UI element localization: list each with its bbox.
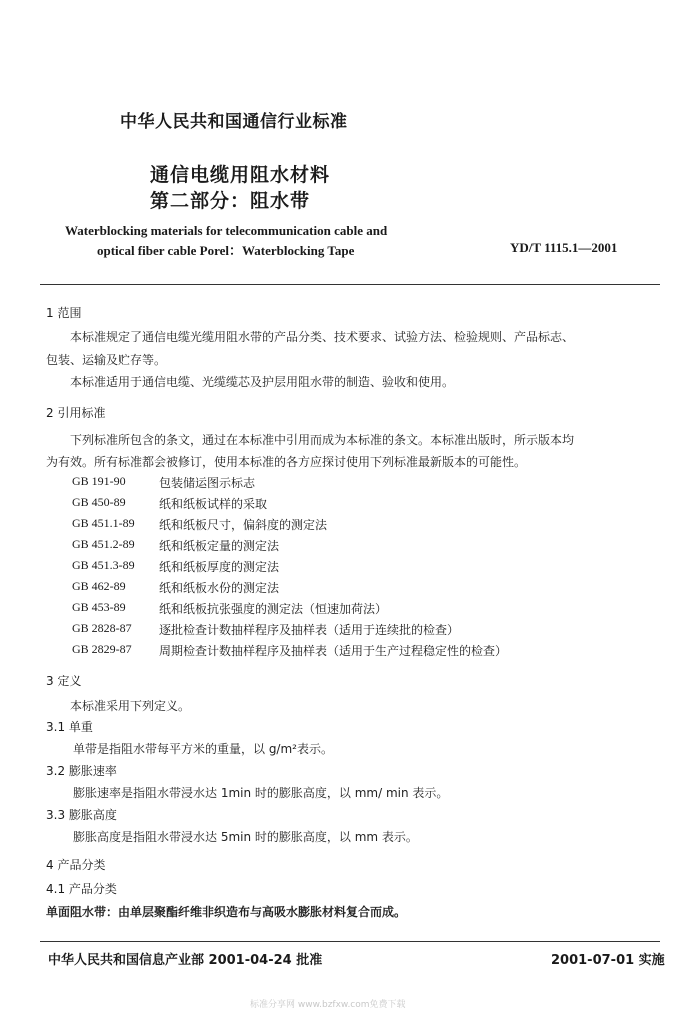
standard-code: YD/T 1115.1—2001: [510, 240, 618, 255]
ref-code: GB 451.1-89: [72, 516, 135, 530]
section-1-paragraph-2: 本标准适用于通信电缆、光缆缆芯及护层用阻水带的制造、验收和使用。: [70, 375, 455, 389]
section-4-1-heading: 4.1 产品分类: [46, 882, 117, 896]
ref-name: 纸和纸板水份的测定法: [159, 581, 280, 595]
definition-3-3-text: 膨胀高度是指阻水带浸水达 5min 时的膨胀高度，以 mm 表示。: [73, 830, 418, 844]
section-4-heading: 4 产品分类: [46, 858, 106, 872]
ref-code: GB 453-89: [72, 600, 126, 614]
ref-name: 周期检查计数抽样程序及抽样表（适用于生产过程稳定性的检查）: [159, 644, 508, 658]
footer-divider: [40, 941, 660, 942]
ref-name: 包装储运图示标志: [159, 476, 256, 490]
watermark: 标准分享网 www.bzfxw.com免费下载: [250, 1000, 406, 1010]
definition-3-3-heading: 3.3 膨胀高度: [46, 808, 117, 822]
ref-name: 纸和纸板抗张强度的测定法（恒速加荷法）: [159, 602, 388, 616]
english-title-line1: Waterblocking materials for telecommunication cable and: [65, 223, 388, 238]
definition-3-1-text: 单带是指阻水带每平方米的重量，以 g/m²表示。: [73, 742, 333, 756]
ref-name: 纸和纸板尺寸，偏斜度的测定法: [159, 518, 328, 532]
section-1-paragraph-1: 本标准规定了通信电缆光缆用阻水带的产品分类、技术要求、试验方法、检验规则、产品标志、: [70, 330, 575, 344]
ref-code: GB 2828-87: [72, 621, 132, 635]
definition-3-2-text: 膨胀速率是指阻水带浸水达 1min 时的膨胀高度，以 mm/ min 表示。: [73, 786, 449, 800]
section-2-paragraph: 下列标准所包含的条文，通过在本标准中引用而成为本标准的条文。本标准出版时，所示版本均: [70, 433, 575, 447]
ref-name: 纸和纸板厚度的测定法: [159, 560, 280, 574]
ref-code: GB 451.3-89: [72, 558, 135, 572]
ref-name: 纸和纸板定量的测定法: [159, 539, 280, 553]
section-3-heading: 3 定义: [46, 674, 82, 688]
ref-name: 纸和纸板试样的采取: [159, 497, 268, 511]
doc-title-line1: 通信电缆用阻水材料: [150, 164, 331, 186]
section-4-1-text: 单面阻水带：由单层聚酯纤维非织造布与高吸水膨胀材料复合而成。: [46, 905, 407, 919]
header-divider: [40, 284, 660, 285]
ref-name: 逐批检查计数抽样程序及抽样表（适用于连续批的检查）: [159, 623, 460, 637]
ref-code: GB 462-89: [72, 579, 126, 593]
section-3-intro: 本标准采用下列定义。: [70, 699, 191, 713]
doc-title-line2: 第二部分：阻水带: [150, 190, 311, 212]
definition-3-2-heading: 3.2 膨胀速率: [46, 764, 117, 778]
implementation-date: 2001-07-01 实施: [551, 953, 665, 968]
ref-code: GB 450-89: [72, 495, 126, 509]
ref-code: GB 2829-87: [72, 642, 132, 656]
english-title-line2: optical fiber cable Porel：Waterblocking Tape: [97, 243, 355, 258]
section-1-heading: 1 范围: [46, 306, 82, 320]
issuing-authority: 中华人民共和国通信行业标准: [120, 112, 348, 132]
section-2-heading: 2 引用标准: [46, 406, 106, 420]
approval-date: 中华人民共和国信息产业部 2001-04-24 批准: [48, 953, 323, 968]
definition-3-1-heading: 3.1 单重: [46, 720, 93, 734]
ref-code: GB 451.2-89: [72, 537, 135, 551]
ref-code: GB 191-90: [72, 474, 126, 488]
section-2-paragraph-cont: 为有效。所有标准都会被修订，使用本标准的各方应探讨使用下列标准最新版本的可能性。: [46, 455, 527, 469]
section-1-paragraph-1-cont: 包装、运输及贮存等。: [46, 353, 167, 367]
